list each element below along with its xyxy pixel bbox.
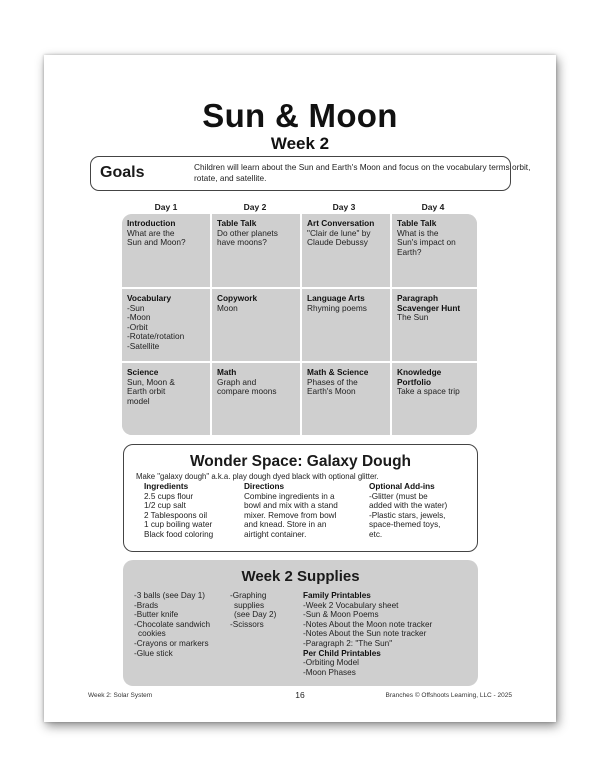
supplies-column-1 [134, 591, 210, 658]
ingredient-item: Black food coloring [144, 529, 214, 539]
cell-line: Earth's Moon [307, 386, 356, 397]
schedule-cell-r3-d1 [122, 363, 210, 435]
supply-item: supplies [234, 600, 265, 610]
direction-line: and knead. Store in an [244, 520, 327, 530]
direction-line: airtight container. [244, 529, 307, 539]
printable-item: -Paragraph 2: "The Sun" [303, 638, 393, 648]
supply-item: -Scissors [230, 619, 264, 629]
cell-title: Table Talk [217, 218, 257, 228]
cell-line: Sun and Moon? [127, 237, 186, 248]
schedule-cell-r2-d3 [302, 289, 390, 361]
cell-title: Art Conversation [307, 218, 375, 228]
cell-line: What are the [127, 227, 175, 238]
day-header-3: Day 3 [332, 202, 356, 212]
goals-text: Children will learn about the Sun and Earth's Moon and focus on the vocabulary terms orbit, rotate, and satellite. [194, 162, 531, 183]
directions-column [244, 482, 338, 540]
printables-column [303, 591, 432, 677]
supply-item: -Chocolate sandwich [134, 619, 211, 629]
day-header-4: Day 4 [421, 202, 445, 212]
cell-title: Vocabulary [127, 293, 172, 303]
supply-item: -Crayons or markers [134, 638, 209, 648]
addins-column [369, 482, 447, 540]
schedule-cell-r3-d3 [302, 363, 390, 435]
day-header-2: Day 2 [243, 202, 267, 212]
ingredient-item: 1/2 cup salt [144, 501, 186, 511]
footer-left: Week 2: Solar System [88, 692, 153, 699]
cell-line: -Satellite [127, 340, 160, 351]
day-header-1: Day 1 [154, 202, 178, 212]
family-printables-heading: Family Printables [303, 591, 371, 600]
cell-line: Do other planets [217, 227, 278, 238]
cell-title: Science [127, 367, 159, 377]
cell-title: Paragraph Scavenger Hunt [397, 293, 461, 313]
cell-line: Rhyming poems [307, 302, 367, 313]
cell-line: model [127, 395, 150, 406]
goals-box [90, 156, 531, 191]
cell-line: The Sun [397, 312, 429, 323]
cell-line: -Moon [127, 312, 151, 323]
cell-title: Copywork [217, 293, 258, 303]
schedule-cell-r2-d4 [392, 289, 477, 361]
schedule-cell-r3-d4 [392, 363, 477, 435]
ingredient-item: 2 Tablespoons oil [144, 510, 208, 520]
cell-line: -Orbit [127, 321, 148, 332]
schedule-cell-r2-d2 [212, 289, 300, 361]
page-subtitle: Week 2 [270, 134, 330, 153]
cell-title: Introduction [127, 218, 176, 228]
schedule-cell-r1-d2 [212, 214, 300, 287]
grid-divider [122, 287, 477, 289]
supply-item: -Glue stick [134, 648, 173, 658]
ingredient-item: 1 cup boiling water [144, 520, 213, 530]
grid-divider [300, 214, 302, 435]
supply-item: -Butter knife [134, 610, 179, 620]
printable-item: -Sun & Moon Poems [303, 610, 379, 620]
cell-title: Table Talk [397, 218, 437, 228]
printable-item: -Moon Phases [303, 667, 356, 677]
addin-line: etc. [369, 529, 383, 539]
cell-line: have moons? [217, 237, 267, 248]
cell-line: compare moons [217, 386, 277, 397]
direction-line: bowl and mix with a stand [244, 501, 338, 511]
cell-title: Math & Science [307, 367, 369, 377]
cell-line: Moon [217, 302, 238, 313]
addin-line: space-themed toys, [369, 520, 441, 530]
addin-line: added with the water) [369, 501, 448, 511]
schedule-cell-r1-d3 [302, 214, 390, 287]
direction-line: Combine ingredients in a [244, 491, 335, 501]
cell-line: "Clair de lune" by [307, 227, 371, 238]
supply-item: -3 balls (see Day 1) [134, 591, 205, 600]
grid-divider [122, 361, 477, 363]
schedule-cell-r1-d4 [392, 214, 477, 287]
addin-line: -Glitter (must be [369, 491, 428, 501]
supplies-column-2 [230, 591, 276, 629]
grid-divider [390, 214, 392, 435]
ingredients-column [144, 482, 213, 540]
grid-divider [210, 214, 212, 435]
wonder-space-box [123, 444, 478, 552]
ingredient-item: 2.5 cups flour [144, 491, 194, 501]
supply-item: -Graphing [230, 591, 267, 600]
page-number: 16 [295, 690, 305, 700]
cell-title: Knowledge Portfolio [397, 367, 442, 387]
cell-line: -Sun [127, 302, 145, 313]
schedule-cell-r2-d1 [122, 289, 210, 361]
cell-line: Take a space trip [397, 386, 460, 397]
addins-heading: Optional Add-ins [369, 482, 435, 491]
cell-line: Phases of the [307, 376, 358, 387]
wonder-title: Wonder Space: Galaxy Dough [189, 453, 412, 470]
direction-line: mixer. Remove from bowl [244, 510, 337, 520]
supplies-box [123, 560, 478, 686]
printable-item: -Notes About the Sun note tracker [303, 629, 427, 639]
directions-heading: Directions [244, 482, 285, 491]
ingredients-heading: Ingredients [144, 482, 189, 491]
goals-label: Goals [100, 164, 145, 181]
printable-item: -Week 2 Vocabulary sheet [303, 600, 399, 610]
cell-line: -Rotate/rotation [127, 331, 185, 342]
supply-item: (see Day 2) [234, 610, 277, 620]
document-page [44, 55, 556, 722]
supply-item: cookies [138, 629, 166, 639]
cell-line: Sun's impact on [397, 237, 456, 248]
cell-title: Language Arts [307, 293, 365, 303]
cell-line: Claude Debussy [307, 237, 368, 248]
wonder-intro: Make "galaxy dough" a.k.a. play dough dyed black with optional glitter. [136, 472, 379, 481]
printable-item: -Orbiting Model [303, 658, 359, 668]
schedule-cell-r1-d1 [122, 214, 210, 287]
footer-right: Branches © Offshoots Learning, LLC - 2025 [385, 692, 512, 699]
addin-line: -Plastic stars, jewels, [369, 510, 446, 520]
cell-line: Graph and [217, 376, 257, 387]
cell-line: What is the [397, 227, 439, 238]
schedule-grid [122, 214, 477, 435]
printable-item: -Notes About the Moon note tracker [303, 619, 433, 629]
schedule-cell-r3-d2 [212, 363, 300, 435]
supplies-title: Week 2 Supplies [241, 568, 360, 585]
child-printables-heading: Per Child Printables [303, 648, 381, 658]
page-title: Sun & Moon [202, 97, 398, 134]
supply-item: -Brads [134, 600, 159, 610]
cell-title: Math [217, 367, 237, 377]
cell-line: Earth? [397, 246, 422, 257]
cell-line: Sun, Moon & [127, 376, 175, 387]
cell-line: Earth orbit [127, 386, 166, 397]
